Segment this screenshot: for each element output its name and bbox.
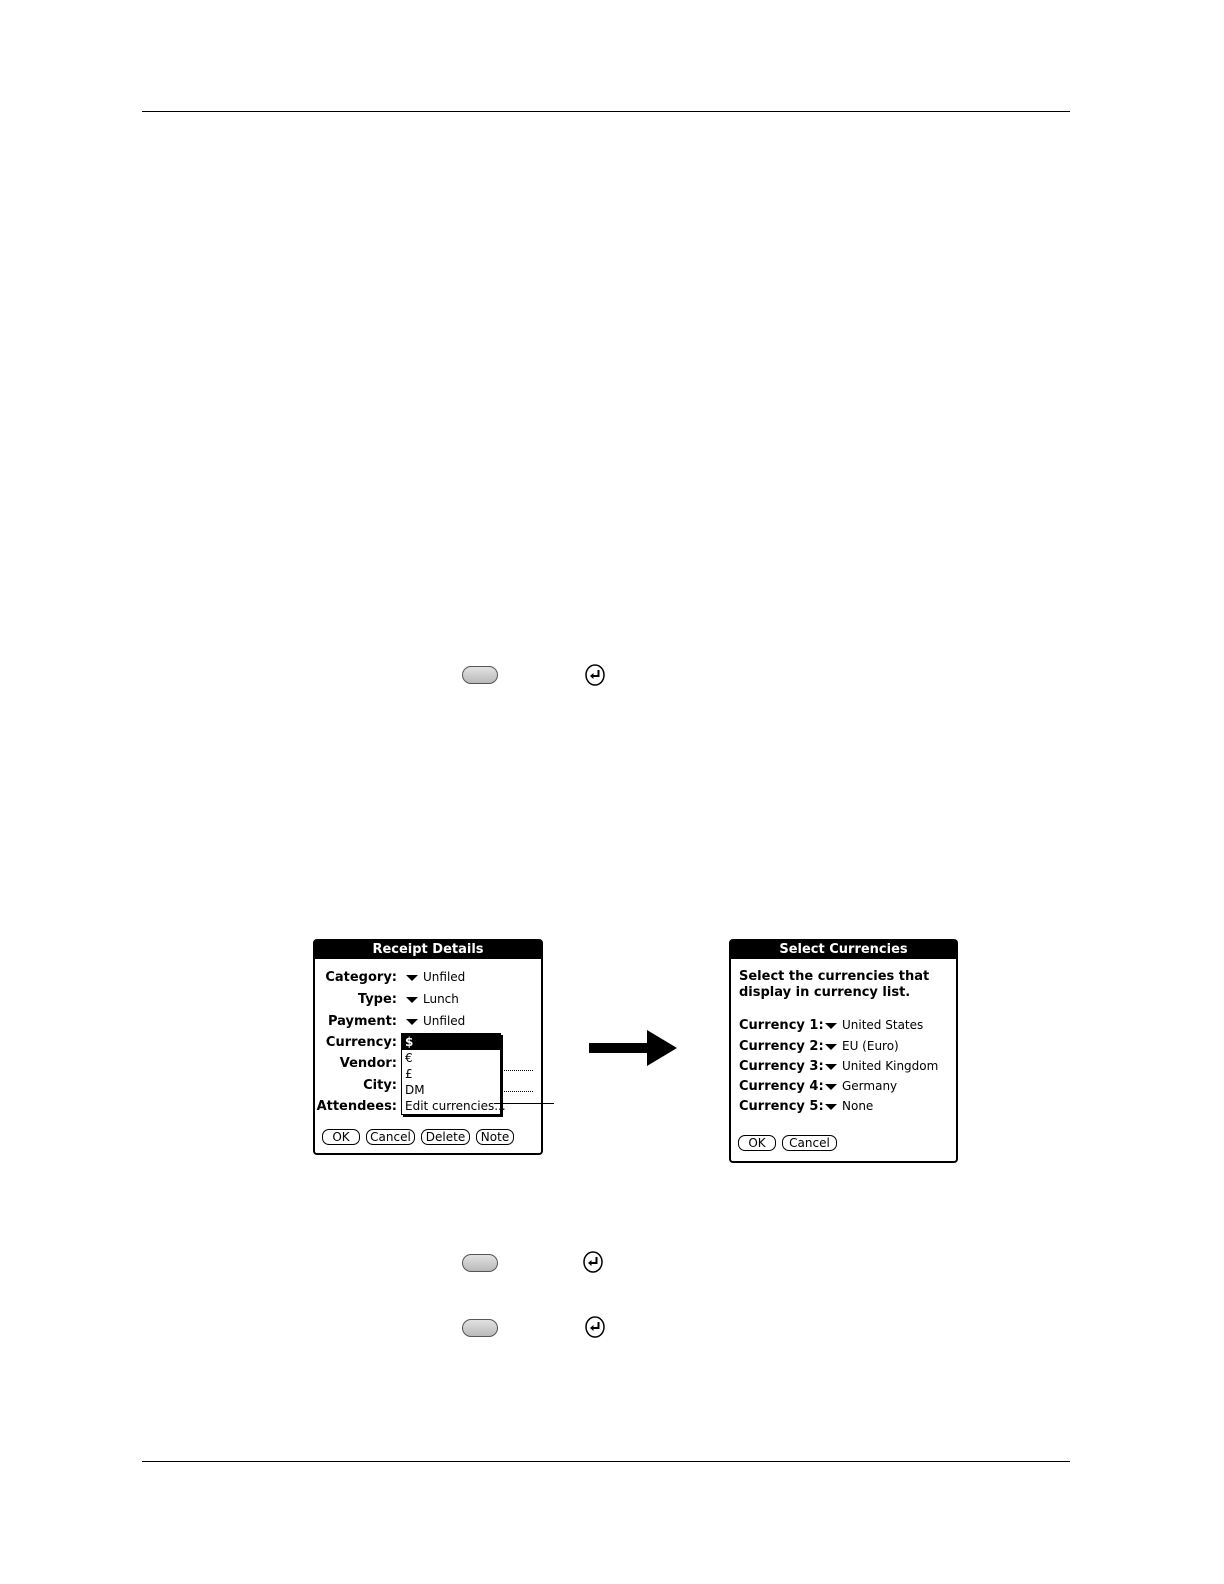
dropdown-triangle-icon xyxy=(825,1023,837,1029)
dropdown-triangle-icon xyxy=(825,1104,837,1110)
return-icon xyxy=(584,1316,606,1338)
instruction-line-1: Select the currencies that xyxy=(739,969,930,984)
currency-option-euro[interactable]: € xyxy=(405,1051,413,1065)
currency-3-label: Currency 3: xyxy=(739,1059,824,1074)
currency-option-pound[interactable]: £ xyxy=(405,1067,413,1081)
ok-button[interactable]: OK xyxy=(322,1129,360,1145)
dropdown-triangle-icon xyxy=(825,1044,837,1050)
type-picker[interactable] xyxy=(406,992,459,1006)
attendees-label: Attendees: xyxy=(316,1099,397,1114)
header-rule xyxy=(142,111,1070,112)
receipt-details-dialog xyxy=(313,939,543,1155)
note-button[interactable]: Note xyxy=(476,1129,514,1145)
currency-2-value: EU (Euro) xyxy=(842,1039,899,1053)
currency-2-label: Currency 2: xyxy=(739,1039,824,1054)
dropdown-triangle-icon xyxy=(825,1084,837,1090)
return-icon xyxy=(582,1251,604,1273)
currency-5-picker[interactable] xyxy=(825,1099,873,1113)
pill-button-icon xyxy=(462,1254,498,1272)
currency-1-picker[interactable] xyxy=(825,1018,923,1032)
payment-label: Payment: xyxy=(327,1014,397,1029)
currency-option-dollar[interactable]: $ xyxy=(402,1034,500,1050)
dropdown-triangle-icon xyxy=(406,1019,418,1025)
category-value: Unfiled xyxy=(423,970,466,984)
category-label: Category: xyxy=(325,970,397,985)
vendor-label: Vendor: xyxy=(339,1056,397,1071)
delete-button[interactable]: Delete xyxy=(421,1129,470,1145)
ok-button[interactable]: OK xyxy=(738,1135,776,1151)
right-arrow-icon xyxy=(589,1030,679,1066)
type-label: Type: xyxy=(357,992,397,1007)
footer-rule xyxy=(142,1461,1070,1462)
currency-popup-list xyxy=(401,1033,506,1115)
currency-option-dm[interactable]: DM xyxy=(405,1083,425,1097)
dropdown-triangle-icon xyxy=(406,975,418,981)
instruction-text xyxy=(739,969,929,1001)
currency-3-value: United Kingdom xyxy=(842,1059,939,1073)
dialog-title: Select Currencies xyxy=(731,941,956,959)
pill-button-icon xyxy=(462,666,498,684)
payment-value: Unfiled xyxy=(423,1014,466,1028)
dropdown-triangle-icon xyxy=(406,997,418,1003)
payment-picker[interactable] xyxy=(406,1014,465,1028)
currency-1-value: United States xyxy=(842,1018,924,1032)
currency-5-label: Currency 5: xyxy=(739,1099,824,1114)
type-value: Lunch xyxy=(423,992,459,1006)
city-field[interactable] xyxy=(501,1091,533,1092)
edit-currencies-option[interactable]: Edit currencies... xyxy=(405,1099,506,1113)
currency-4-label: Currency 4: xyxy=(739,1079,824,1094)
currency-label: Currency: xyxy=(325,1035,397,1050)
currency-1-label: Currency 1: xyxy=(739,1018,824,1033)
currency-4-picker[interactable] xyxy=(825,1079,897,1093)
vendor-field[interactable] xyxy=(501,1070,533,1071)
select-currencies-dialog xyxy=(729,939,958,1163)
pill-button-icon xyxy=(462,1319,498,1337)
currency-4-value: Germany xyxy=(842,1079,898,1093)
dialog-title: Receipt Details xyxy=(315,941,541,959)
cancel-button[interactable]: Cancel xyxy=(782,1135,837,1151)
city-label: City: xyxy=(363,1078,397,1093)
category-picker[interactable] xyxy=(406,970,465,984)
dropdown-triangle-icon xyxy=(825,1064,837,1070)
currency-2-picker[interactable] xyxy=(825,1039,899,1053)
cancel-button[interactable]: Cancel xyxy=(366,1129,415,1145)
return-icon xyxy=(584,664,606,686)
currency-5-value: None xyxy=(842,1099,874,1113)
instruction-line-2: display in currency list. xyxy=(739,985,911,1000)
callout-line xyxy=(494,1103,554,1104)
currency-3-picker[interactable] xyxy=(825,1059,938,1073)
